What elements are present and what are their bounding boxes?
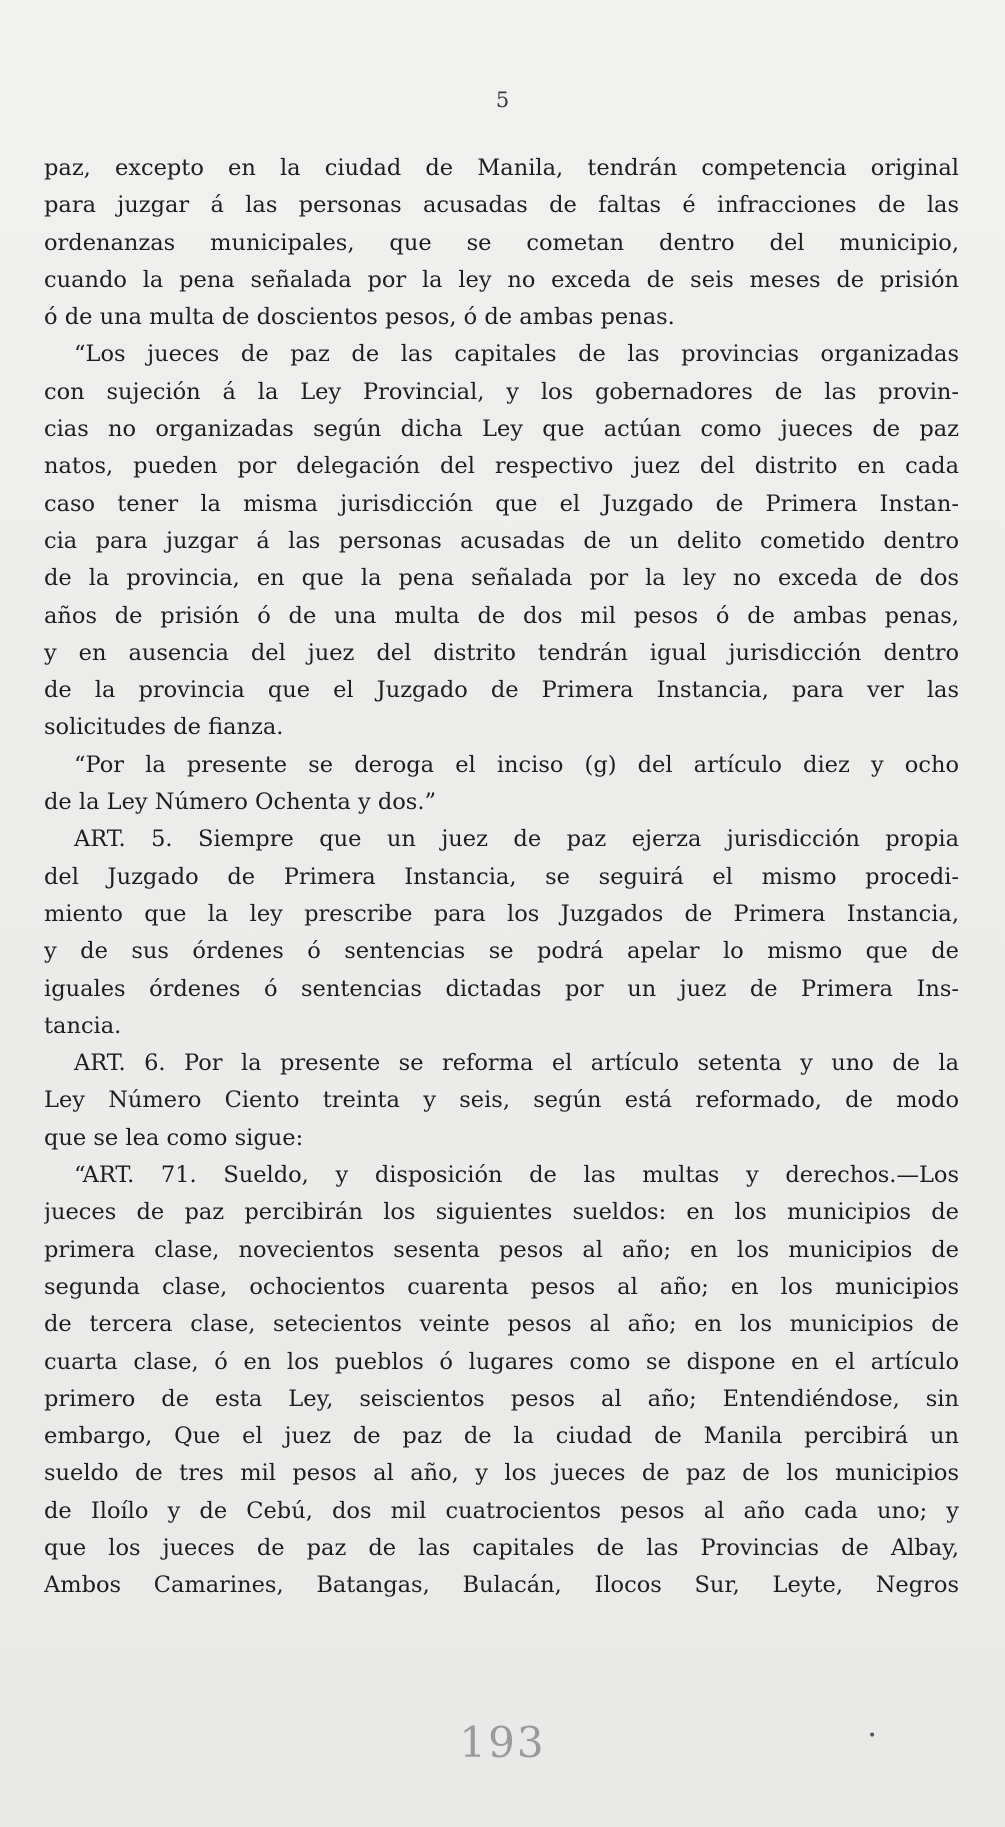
text-line: de Iloílo y de Cebú, dos mil cuatrocientos pesos al año cada uno; y bbox=[44, 1497, 959, 1524]
text-line: de tercera clase, setecientos veinte pesos al año; en los municipios de bbox=[44, 1311, 959, 1338]
text-line: ordenanzas municipales, que se cometan dentro del municipio, bbox=[44, 229, 959, 256]
text-line: natos, pueden por delegación del respectivo juez del distrito en cada bbox=[44, 453, 959, 480]
text-line: cuando la pena señalada por la ley no exceda de seis meses de prisión bbox=[44, 266, 959, 293]
text-line: Ley Número Ciento treinta y seis, según está reformado, de modo bbox=[44, 1087, 959, 1114]
text-line: que se lea como sigue: bbox=[44, 1124, 304, 1151]
text-line: embargo, Que el juez de paz de la ciudad de Manila percibirá un bbox=[44, 1423, 959, 1450]
text-line: Ambos Camarines, Batangas, Bulacán, Ilocos Sur, Leyte, Negros bbox=[44, 1572, 959, 1599]
text-line: primera clase, novecientos sesenta pesos al año; en los municipios de bbox=[44, 1236, 959, 1263]
text-line: que los jueces de paz de las capitales de las Provincias de Albay, bbox=[44, 1534, 959, 1561]
footer-page-number: 193 bbox=[459, 1718, 546, 1767]
text-line: solicitudes de fianza. bbox=[44, 714, 284, 741]
text-line: caso tener la misma jurisdicción que el Juzgado de Primera Instan- bbox=[44, 490, 959, 517]
text-line: para juzgar á las personas acusadas de faltas é infracciones de las bbox=[44, 192, 959, 219]
text-line: “Por la presente se deroga el inciso (g) del artículo diez y ocho bbox=[74, 751, 959, 778]
text-line: segunda clase, ochocientos cuarenta pesos al año; en los municipios bbox=[44, 1273, 959, 1300]
body-text bbox=[44, 150, 959, 1605]
text-line: con sujeción á la Ley Provincial, y los gobernadores de las provin- bbox=[44, 378, 959, 405]
text-line: paz, excepto en la ciudad de Manila, tendrán competencia original bbox=[44, 155, 959, 181]
text-line: ó de una multa de doscientos pesos, ó de ambas penas. bbox=[44, 304, 675, 331]
text-line: del Juzgado de Primera Instancia, se seguirá el mismo procedi- bbox=[44, 863, 959, 890]
text-line: ART. 6. Por la presente se reforma el artículo setenta y uno de la bbox=[74, 1050, 959, 1077]
text-line: “ART. 71. Sueldo, y disposición de las multas y derechos.—Los bbox=[74, 1162, 959, 1189]
text-line: años de prisión ó de una multa de dos mil pesos ó de ambas penas, bbox=[44, 602, 959, 629]
text-line: cuarta clase, ó en los pueblos ó lugares como se dispone en el artículo bbox=[44, 1348, 959, 1375]
text-line: ART. 5. Siempre que un juez de paz ejerza jurisdicción propia bbox=[74, 826, 959, 853]
text-line: cia para juzgar á las personas acusadas de un delito cometido dentro bbox=[44, 527, 959, 554]
text-line: de la provincia, en que la pena señalada por la ley no exceda de dos bbox=[44, 565, 959, 592]
text-line: iguales órdenes ó sentencias dictadas por un juez de Primera Ins- bbox=[44, 975, 959, 1002]
text-line: “Los jueces de paz de las capitales de las provincias organizadas bbox=[74, 341, 959, 368]
text-line: y de sus órdenes ó sentencias se podrá apelar lo mismo que de bbox=[44, 938, 959, 965]
text-line: de la provincia que el Juzgado de Primera Instancia, para ver las bbox=[44, 677, 959, 704]
text-line: tancia. bbox=[44, 1012, 122, 1039]
page-number: 5 bbox=[495, 88, 510, 112]
text-line: miento que la ley prescribe para los Juzgados de Primera Instancia, bbox=[44, 900, 959, 927]
text-line: de la Ley Número Ochenta y dos.” bbox=[44, 789, 437, 816]
text-line: jueces de paz percibirán los siguientes sueldos: en los municipios de bbox=[44, 1199, 959, 1226]
stray-mark: • bbox=[868, 1728, 877, 1744]
text-line: cias no organizadas según dicha Ley que actúan como jueces de paz bbox=[44, 416, 959, 443]
text-line: primero de esta Ley, seiscientos pesos al año; Entendiéndose, sin bbox=[44, 1385, 959, 1412]
text-line: sueldo de tres mil pesos al año, y los jueces de paz de los municipios bbox=[44, 1460, 959, 1487]
text-line: y en ausencia del juez del distrito tendrán igual jurisdicción dentro bbox=[44, 639, 959, 666]
